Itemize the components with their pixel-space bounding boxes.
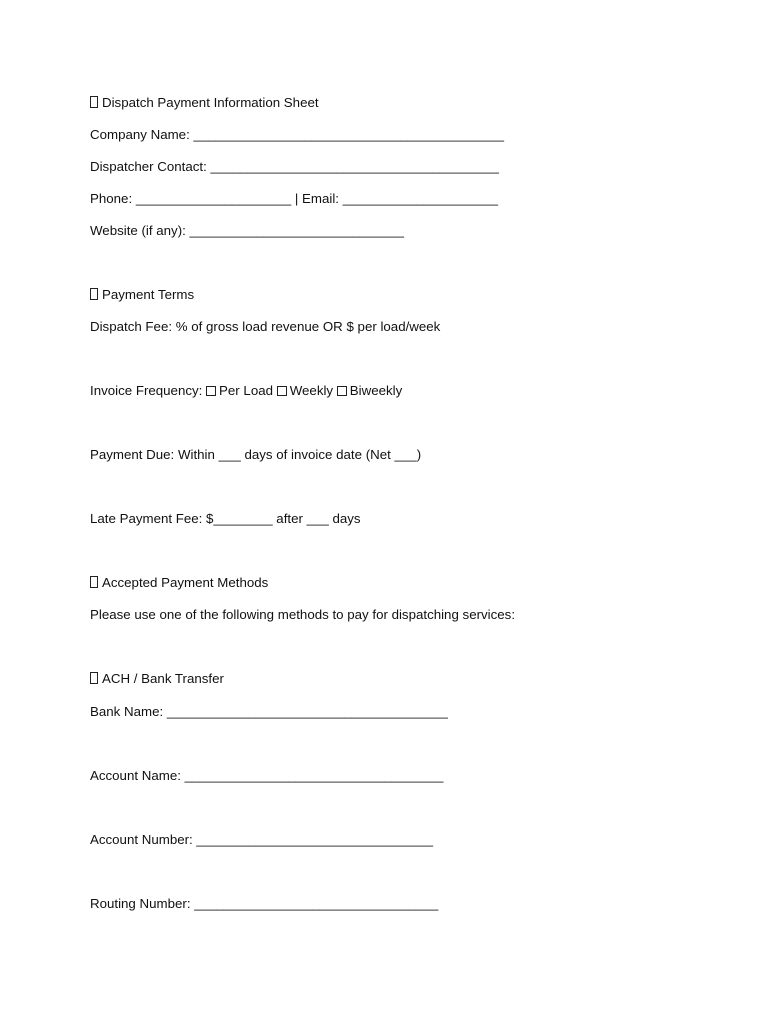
sheet-title — [90, 95, 319, 111]
ach-title: ACH / Bank Transfer — [102, 671, 224, 686]
bank-name-field[interactable]: Bank Name: ______________________________________ — [90, 704, 448, 719]
payment-terms-heading — [90, 287, 194, 303]
website-blank[interactable]: _____________________________ — [189, 223, 404, 238]
dispatch-fee-line: Dispatch Fee: % of gross load revenue OR $ per load/week — [90, 319, 441, 334]
phone-email-separator: | — [294, 191, 299, 206]
company-name-blank[interactable]: __________________________________________ — [193, 127, 505, 142]
payment-methods-heading — [90, 575, 268, 591]
ach-heading — [90, 671, 224, 687]
payment-methods-title: Accepted Payment Methods — [102, 575, 269, 590]
website-label: Website (if any): — [90, 223, 186, 238]
placeholder-glyph-icon — [90, 96, 98, 108]
website-field[interactable] — [90, 223, 404, 239]
payment-terms-title: Payment Terms — [102, 287, 195, 302]
phone-blank[interactable]: _____________________ — [135, 191, 292, 206]
option-per-load-label: Per Load — [219, 383, 274, 398]
sheet-title-text: Dispatch Payment Information Sheet — [102, 95, 319, 110]
option-biweekly-label: Biweekly — [349, 383, 403, 398]
invoice-frequency-label: Invoice Frequency: — [90, 383, 203, 398]
placeholder-glyph-icon — [90, 576, 98, 588]
phone-label: Phone: — [90, 191, 133, 206]
company-name-label: Company Name: — [90, 127, 190, 142]
placeholder-glyph-icon — [90, 672, 98, 684]
invoice-frequency-row — [90, 383, 402, 399]
checkbox-weekly[interactable] — [277, 386, 287, 396]
checkbox-biweekly[interactable] — [337, 386, 347, 396]
email-blank[interactable]: _____________________ — [342, 191, 499, 206]
company-name-field[interactable] — [90, 127, 504, 143]
dispatcher-contact-blank[interactable]: _______________________________________ — [210, 159, 499, 174]
option-weekly-label: Weekly — [289, 383, 334, 398]
account-name-field[interactable]: Account Name: ___________________________________ — [90, 768, 444, 783]
placeholder-glyph-icon — [90, 288, 98, 300]
account-number-field[interactable]: Account Number: ________________________________ — [90, 832, 434, 847]
phone-email-row — [90, 191, 498, 207]
payment-methods-intro: Please use one of the following methods to pay for dispatching services: — [90, 607, 516, 622]
routing-number-field[interactable]: Routing Number: _________________________________ — [90, 896, 439, 911]
dispatcher-contact-field[interactable] — [90, 159, 499, 175]
payment-due-line[interactable]: Payment Due: Within ___ days of invoice date (Net ___) — [90, 447, 422, 462]
email-label: Email: — [302, 191, 339, 206]
late-fee-line[interactable]: Late Payment Fee: $________ after ___ days — [90, 511, 361, 526]
dispatcher-contact-label: Dispatcher Contact: — [90, 159, 207, 174]
checkbox-per-load[interactable] — [206, 386, 216, 396]
